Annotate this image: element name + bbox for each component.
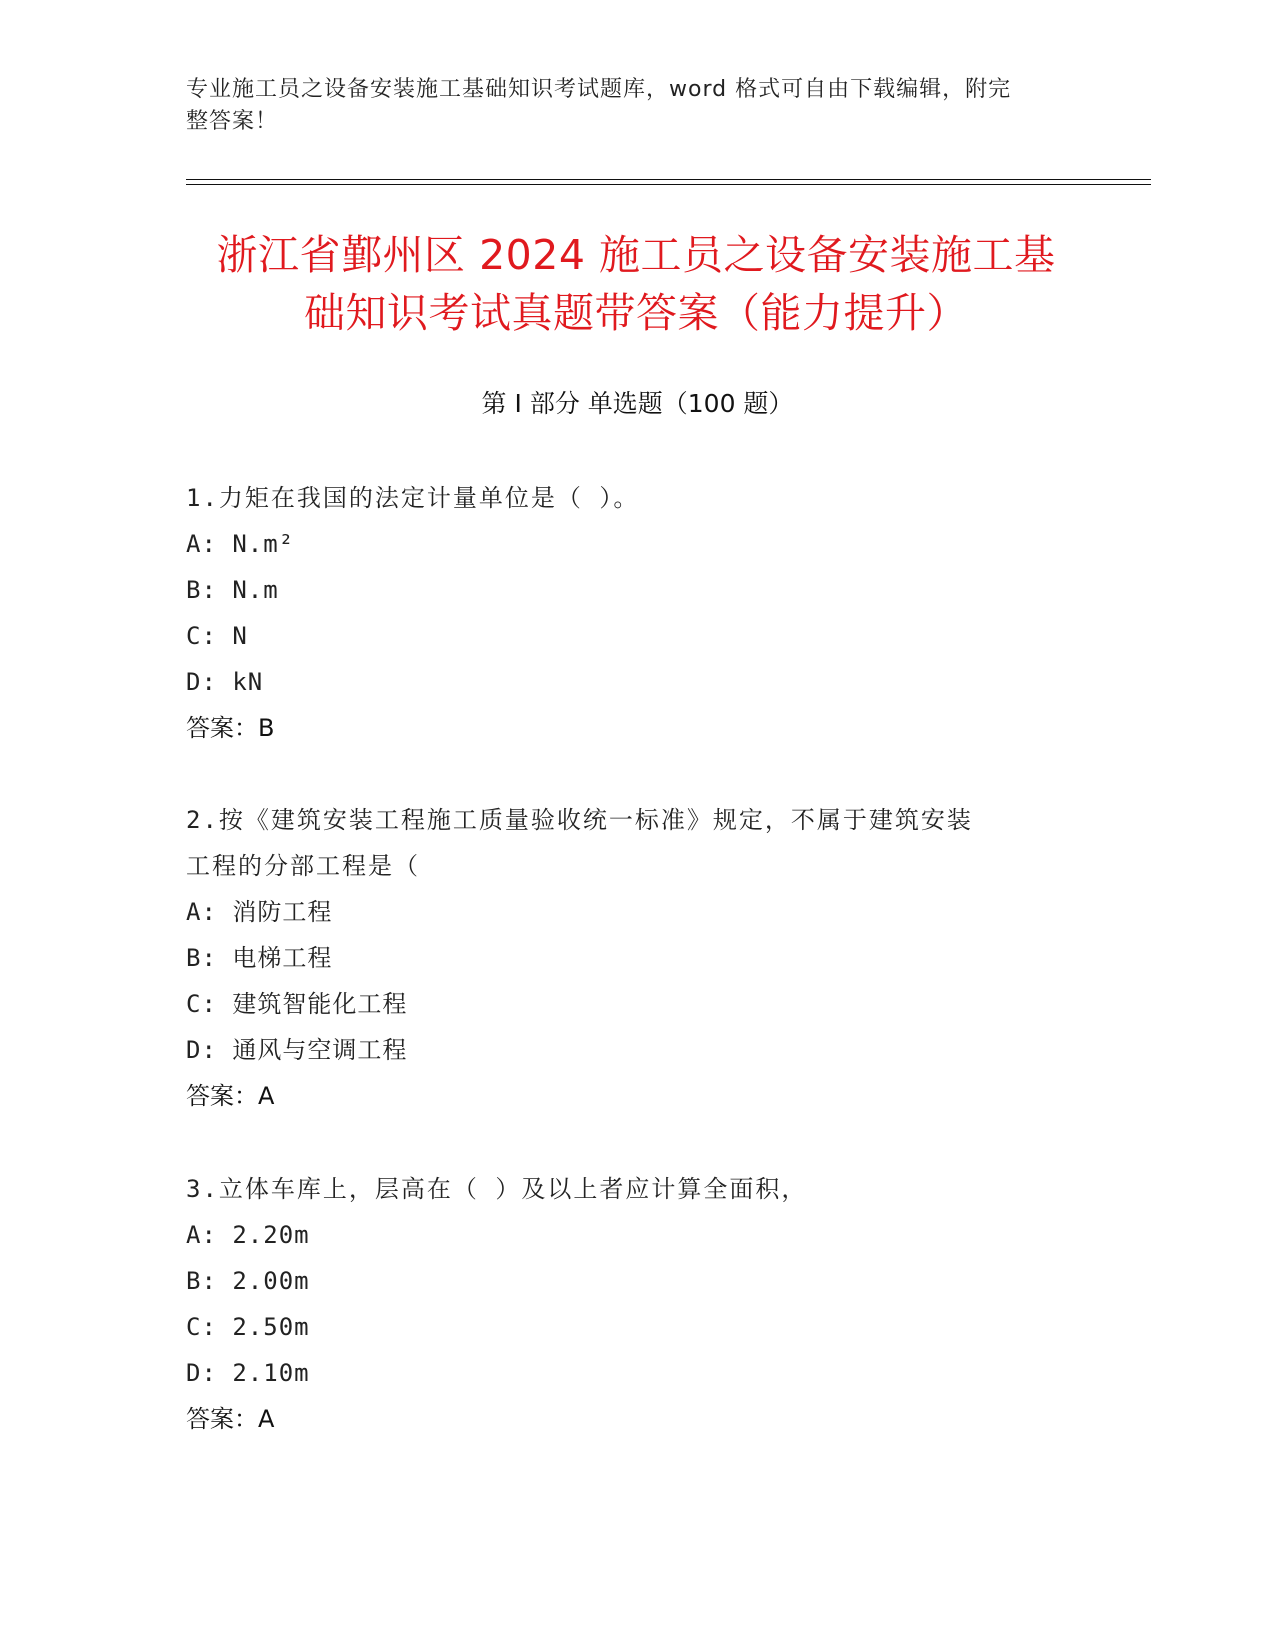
option-c: C: 建筑智能化工程 — [186, 990, 408, 1018]
option-d: D: 2.10m — [186, 1359, 310, 1387]
option-b: B: 电梯工程 — [186, 944, 333, 972]
header-divider-bottom — [186, 184, 1151, 185]
question-stem-line-1: 2.按《建筑安装工程施工质量验收统一标准》规定，不属于建筑安装 — [186, 806, 973, 834]
question-1 — [186, 475, 1086, 751]
header-note-line-1: 专业施工员之设备安装施工基础知识考试题库，word 格式可自由下载编辑，附完 — [186, 77, 1012, 102]
question-3 — [186, 1166, 1086, 1442]
document-title-line-1: 浙江省鄞州区 2024 施工员之设备安装施工基 — [216, 231, 1056, 279]
option-c: C: N — [186, 622, 248, 650]
question-2 — [186, 797, 1086, 1119]
header-divider-top — [186, 179, 1151, 180]
question-stem: 3.立体车库上，层高在（ ）及以上者应计算全面积， — [186, 1175, 808, 1203]
option-b: B: N.m — [186, 576, 279, 604]
question-stem-line-2: 工程的分部工程是（ — [186, 852, 420, 880]
document-title — [186, 226, 1086, 342]
option-d: D: kN — [186, 668, 264, 696]
option-b: B: 2.00m — [186, 1267, 310, 1295]
answer: 答案：B — [186, 714, 275, 742]
question-stem: 1.力矩在我国的法定计量单位是（ ）。 — [186, 484, 640, 512]
option-d: D: 通风与空调工程 — [186, 1036, 408, 1064]
option-a: A: 2.20m — [186, 1221, 310, 1249]
document-title-line-2: 础知识考试真题带答案（能力提升） — [304, 289, 968, 337]
header-note — [186, 74, 1086, 138]
option-a: A: N.m² — [186, 530, 295, 558]
section-heading: 第 I 部分 单选题（100 题） — [481, 389, 794, 418]
answer: 答案：A — [186, 1405, 275, 1433]
option-c: C: 2.50m — [186, 1313, 310, 1341]
option-a: A: 消防工程 — [186, 898, 333, 926]
header-note-line-2: 整答案！ — [186, 109, 279, 134]
answer: 答案：A — [186, 1082, 275, 1110]
